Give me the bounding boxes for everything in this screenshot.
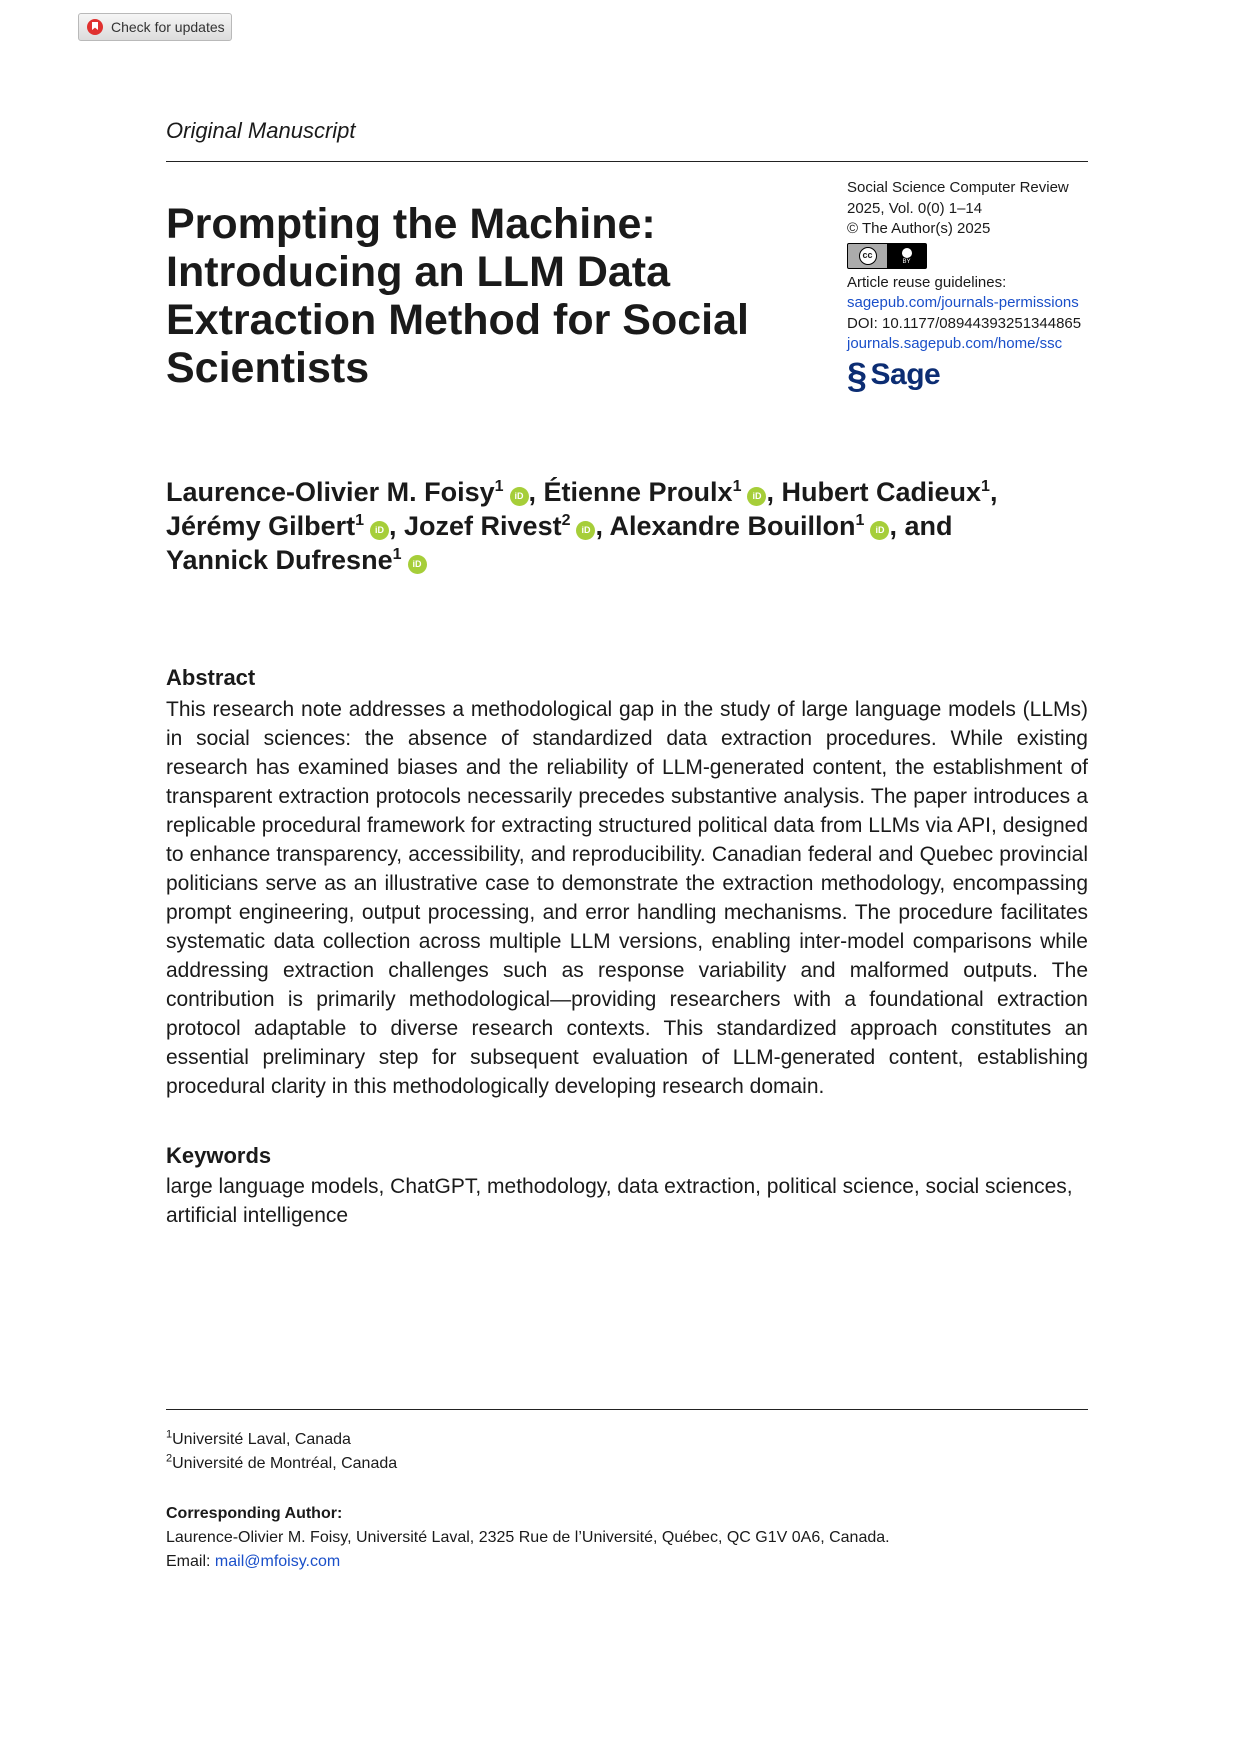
author — [404, 511, 609, 541]
author-affiliation-number: 1 — [981, 478, 990, 495]
publisher-name: Sage — [870, 358, 941, 392]
journal-name: Social Science Computer Review — [847, 179, 1069, 196]
abstract-text: This research note addresses a methodological gap in the study of large language models (LLMs) in social sciences: the absence of standardized data extraction procedures. While existing research has examined biases and the reliability of LLM-generated content, the establishment of transparent extraction protocols necessarily precedes substantive analysis. The paper introduces a replicable procedural framework for extracting structured political data from LLMs via API, designed to enhance transparency, accessibility, and reproducibility. Canadian federal and Quebec provincial politicians serve as an illustrative case to demonstrate the extraction methodology, encompassing prompt engineering, output processing, and error handling mechanisms. The procedure facilitates systematic data collection across multiple LLM versions, enabling inter-model comparisons while addressing extraction challenges such as response variability and malformed outputs. The contribution is primarily methodological—providing researchers with a foundational extraction protocol adaptable to diverse research contexts. This standardized approach constitutes an essential preliminary step for subsequent evaluation of LLM-generated content, establishing procedural clarity in this methodologically developing research domain. — [166, 698, 1088, 1098]
orcid-icon[interactable]: iD — [370, 521, 389, 540]
author-affiliation-number: 1 — [732, 478, 742, 495]
author — [166, 511, 404, 541]
author-name: Alexandre Bouillon — [609, 511, 856, 541]
author — [544, 477, 782, 507]
top-divider — [166, 161, 1088, 162]
cc-by-license-icon[interactable] — [847, 243, 927, 269]
author — [166, 545, 427, 575]
author-name: Jérémy Gilbert — [166, 511, 356, 541]
affiliation-item — [166, 1452, 397, 1476]
bookmark-icon — [87, 19, 103, 35]
journal-issue: 2025, Vol. 0(0) 1–14 — [847, 199, 983, 217]
affiliation-item — [166, 1428, 397, 1452]
check-for-updates-button[interactable] — [78, 13, 232, 41]
author — [782, 477, 998, 507]
email-link[interactable]: mail@mfoisy.com — [214, 1553, 341, 1570]
author-name: Étienne Proulx — [543, 477, 733, 507]
author-separator: , — [595, 511, 610, 541]
attribution-icon — [901, 247, 913, 259]
article-title: Prompting the Machine: Introducing an LLM Data Extraction Method for Social Scientists — [166, 200, 749, 392]
author-affiliation-number: 1 — [392, 546, 402, 563]
author-separator: , — [389, 511, 405, 541]
sage-logo — [847, 354, 1097, 396]
author-name: Jozef Rivest — [404, 511, 562, 541]
abstract-heading: Abstract — [166, 665, 256, 690]
author-separator: , — [528, 477, 544, 507]
journal-meta — [847, 178, 1097, 396]
author-name: Hubert Cadieux — [781, 477, 982, 507]
author-affiliation-number: 1 — [494, 478, 504, 495]
sage-s-icon: § — [847, 354, 867, 396]
author-affiliation-number: 1 — [855, 512, 865, 529]
orcid-icon[interactable]: iD — [408, 555, 427, 574]
permissions-link[interactable]: sagepub.com/journals-permissions — [847, 294, 1079, 311]
keywords-heading: Keywords — [166, 1143, 272, 1168]
affiliation-number: 2 — [166, 1452, 173, 1465]
corresponding-address: Laurence-Olivier M. Foisy, Université Laval, 2325 Rue de l’Université, Québec, QC G1V 0A6, Canada. — [166, 1529, 890, 1546]
author-name: Laurence-Olivier M. Foisy — [166, 477, 495, 507]
by-label: BY — [902, 258, 911, 265]
orcid-icon[interactable]: iD — [870, 521, 889, 540]
author-list — [166, 475, 1106, 577]
orcid-icon[interactable]: iD — [747, 487, 766, 506]
author-affiliation-number: 2 — [561, 512, 571, 529]
reuse-label: Article reuse guidelines: — [847, 273, 1007, 291]
corresponding-author — [166, 1502, 890, 1574]
author-affiliation-number: 1 — [355, 512, 364, 529]
check-for-updates-label: Check for updates — [111, 19, 225, 35]
author-separator: , and — [889, 511, 953, 541]
affiliation-text: Université de Montréal, Canada — [172, 1455, 398, 1472]
author-name: Yannick Dufresne — [166, 545, 393, 575]
corresponding-label: Corresponding Author: — [166, 1505, 343, 1522]
orcid-icon[interactable]: iD — [576, 521, 595, 540]
author-separator: , — [989, 477, 998, 507]
affiliation-text: Université Laval, Canada — [172, 1431, 351, 1448]
section-label: Original Manuscript — [166, 118, 356, 143]
doi: DOI: 10.1177/08944393251344865 — [847, 314, 1082, 332]
footnote-divider — [166, 1409, 1088, 1410]
email-line — [166, 1550, 890, 1574]
affiliation-number: 1 — [166, 1428, 173, 1441]
email-label: Email: — [166, 1553, 211, 1570]
copyright: © The Author(s) 2025 — [847, 220, 991, 237]
cc-icon: cc — [859, 247, 877, 265]
author — [610, 511, 953, 541]
author-separator: , — [766, 477, 782, 507]
affiliations — [166, 1428, 397, 1476]
orcid-icon[interactable]: iD — [510, 487, 529, 506]
journal-home-link[interactable]: journals.sagepub.com/home/ssc — [847, 335, 1063, 352]
keywords-text: large language models, ChatGPT, methodology, data extraction, political science, social sciences, artificial intelligence — [166, 1175, 1073, 1227]
author — [166, 477, 544, 507]
